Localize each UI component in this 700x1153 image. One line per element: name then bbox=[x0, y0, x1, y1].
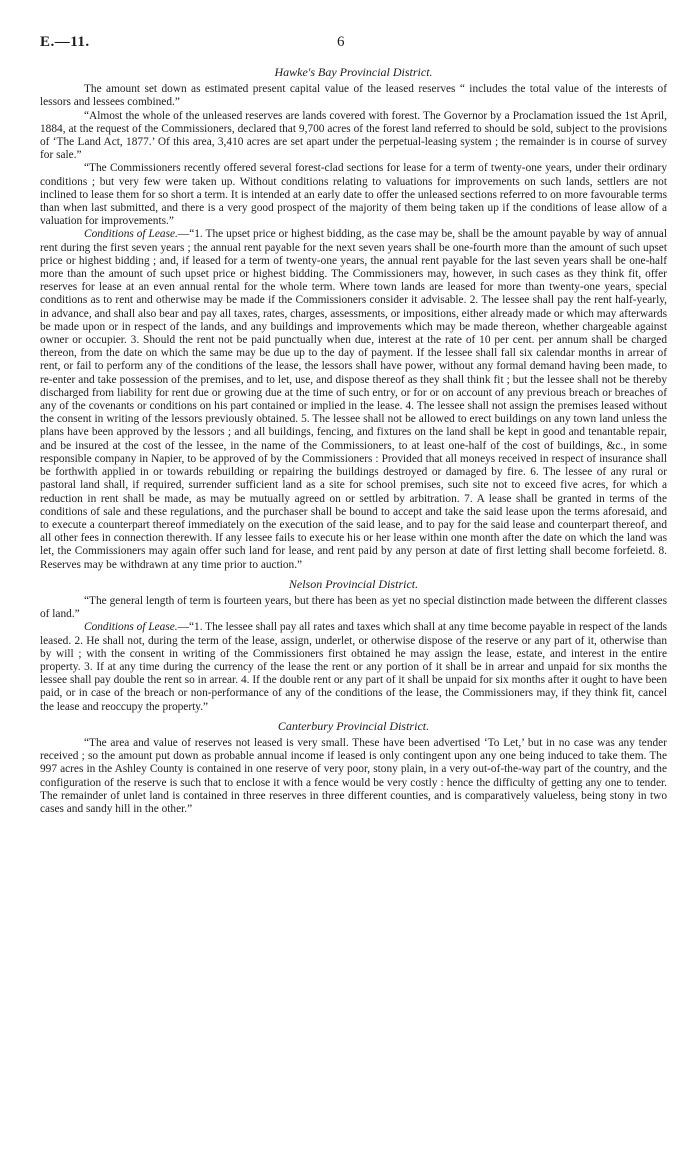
paragraph bbox=[40, 737, 667, 816]
paragraph bbox=[40, 110, 667, 163]
section-title: Canterbury Provincial District. bbox=[277, 718, 430, 733]
section-canterbury bbox=[40, 720, 667, 816]
page-number: 6 bbox=[337, 34, 345, 50]
section-title: Nelson Provincial District. bbox=[288, 576, 419, 591]
paragraph bbox=[40, 228, 667, 571]
paragraph-text: The amount set down as estimated present capital value of the leased reserves “ includes the total value of the interests of lessors and lessees combined.” bbox=[40, 83, 667, 109]
paragraph-text: “The Commissioners recently offered several forest-clad sections for lease for a term of twenty-one years, under their ordinary conditions ; but very few were taken up. Without conditions relating to valuations for improvements on such lands, settlers are not inclined to lease them for so short a term. It is intended at an early date to offer the unleased sections referred to on more favourable terms than when last submitted, and there is a very good prospect of the majority of them being taken up if the conditions of lease allow of a valuation for improvements.” bbox=[40, 162, 667, 228]
paragraph-lead: Conditions of Lease. bbox=[84, 228, 178, 241]
page-header bbox=[40, 36, 667, 58]
document-reference: E.—11. bbox=[40, 34, 90, 50]
paragraph bbox=[40, 595, 667, 621]
paragraph-text: —“1. The upset price or highest bidding, as the case may be, shall be the amount payable by way of annual rent during the first seven years ; the annual rent payable for the next seven years shall be one-fourth more than the amount of such upset price or highest bidding ; and, if leased for a term of twenty-one years, the annual rent payable for the last seven years shall be one-half more than the amount of such upset price or highest bidding. The Commissioners may, however, in such cases as they think fit, offer reserves for lease at an even annual rental for the whole term. Where town lands are leased for more than twenty-one years, special conditions as to rent and otherwise may be made if the Commissioners consider it advisable. 2. The lessee shall pay the rent half-yearly, in advance, and shall also bear and pay all taxes, rates, charges, assessments, or impositions, either already made or which may afterwards be made upon or in respect of the lands, and any buildings and improvements which may be made thereon, whether chargeable against owner or occupier. 3. Should the rent not be paid punctually when due, interest at the rate of 10 per cent. per annum shall be charged thereon, from the date on which the same may be due up to the day of payment. If the lessee shall fall six calendar months in arrear of rent, or fail to perform any of the conditions of the lease, the lessors shall have power, without any formal demand having been made, to re-enter and take possession of the premises, and to let, use, and dispose thereof as they shall think fit ; but the lessee shall not be thereby discharged from liability for rent due or growing due at the time of such entry, or for or on account of any previous breach or breaches of any of the covenants or conditions on his part contained or implied in the lease. 4. The lessee shall not assign the premises leased without the consent in writing of the lessors previously obtained. 5. The lessee shall not be allowed to erect buildings on any town land unless the plans have been approved by the lessors ; and all buildings, fencing, and fixtures on the land shall be kept in good and tenantable repair, and be insured at the cost of the lessee, in the name of the Commissioners, to at least one-half of the cost of buildings, &c., in some responsible company in Napier, to be approved of by the Commissioners : Provided that all moneys received in respect of insurance shall be forthwith applied in or towards rebuilding or repairing the buildings destroyed or damaged by fire. 6. The lessee of any rural or pastoral land shall, if required, surrender sufficient land as a site for school premises, such site not to exceed five acres, for which a reduction in rent shall be made, as may be mutually agreed on or settled by arbitration. 7. A lease shall be granted in terms of the conditions of sale and these regulations, and the purchaser shall be bound to accept and take the said lease upon the terms aforesaid, and to execute a counterpart thereof immediately on the execution of the said lease, and to pay for the said lease and counterpart thereof, and all other fees in connection therewith. If any lessee fails to execute his or her lease within one month after the date on which the land was let, the Commissioners may again offer such land for lease, and rent paid by any person at date of first letting shall become forfeietd. 8. Reserves may be withdrawn at any time prior to auction.” bbox=[40, 228, 667, 571]
paragraph bbox=[40, 162, 667, 228]
paragraph-text: —“1. The lessee shall pay all rates and taxes which shall at any time become payable in respect of the lands leased. 2. He shall not, during the term of the lease, assign, underlet, or otherwise dispose of the reserve or any part of it, otherwise than by will ; with the consent in writing of the Commissioners first obtained he may assign the lease, estate, and interest in the entire property. 3. If at any time during the currency of the lease the rent or any portion of it shall be in arrear and unpaid for six months the lessee shall pay double the rent so in arrear. 4. If the double rent or any part of it shall be unpaid for six months after it ought to have been paid, or in case of the breach or non-performance of any of the conditions of the lease, the Commissioners may, if they think fit, cancel the lease and reoccupy the property.” bbox=[40, 621, 668, 713]
paragraph-text: “The general length of term is fourteen years, but there has been as yet no special distinction made between the different classes of land.” bbox=[40, 594, 667, 621]
section-hawkes-bay bbox=[40, 66, 667, 572]
section-title: Hawke's Bay Provincial District. bbox=[274, 65, 433, 79]
section-nelson bbox=[40, 578, 667, 714]
paragraph bbox=[40, 83, 667, 109]
paragraph-lead: Conditions of Lease. bbox=[84, 621, 178, 634]
paragraph-text: “Almost the whole of the unleased reserves are lands covered with forest. The Governor by a Proclamation issued the 1st April, 1884, at the request of the Commissioners, declared that 9,700 acres of the forest land referred to should be sold, subject to the provisions of ‘The Land Act, 1877.’ Of this area, 3,410 acres are set apart under the perpetual-leasing system ; the remainder is in course of survey for sale.” bbox=[40, 109, 667, 162]
paragraph-text: “The area and value of reserves not leased is very small. These have been advertised ‘To Let,’ but in no case was any tender received ; so the amount put down as probable annual income if leased is only contingent upon any one being induced to take them. The 997 acres in the Ashley County is contained in one reserve of very poor, stony plain, in a very out-of-the-way part of the country, and the configuration of the reserve is such that to enclose it with a fence would be very costly : hence the difficulty of getting any one to tender. The remainder of unlet land is contained in three reserves in three different counties, and is comparatively valueless, being stony in two cases and sandy hill in the other.” bbox=[40, 736, 667, 815]
paragraph bbox=[40, 621, 667, 713]
